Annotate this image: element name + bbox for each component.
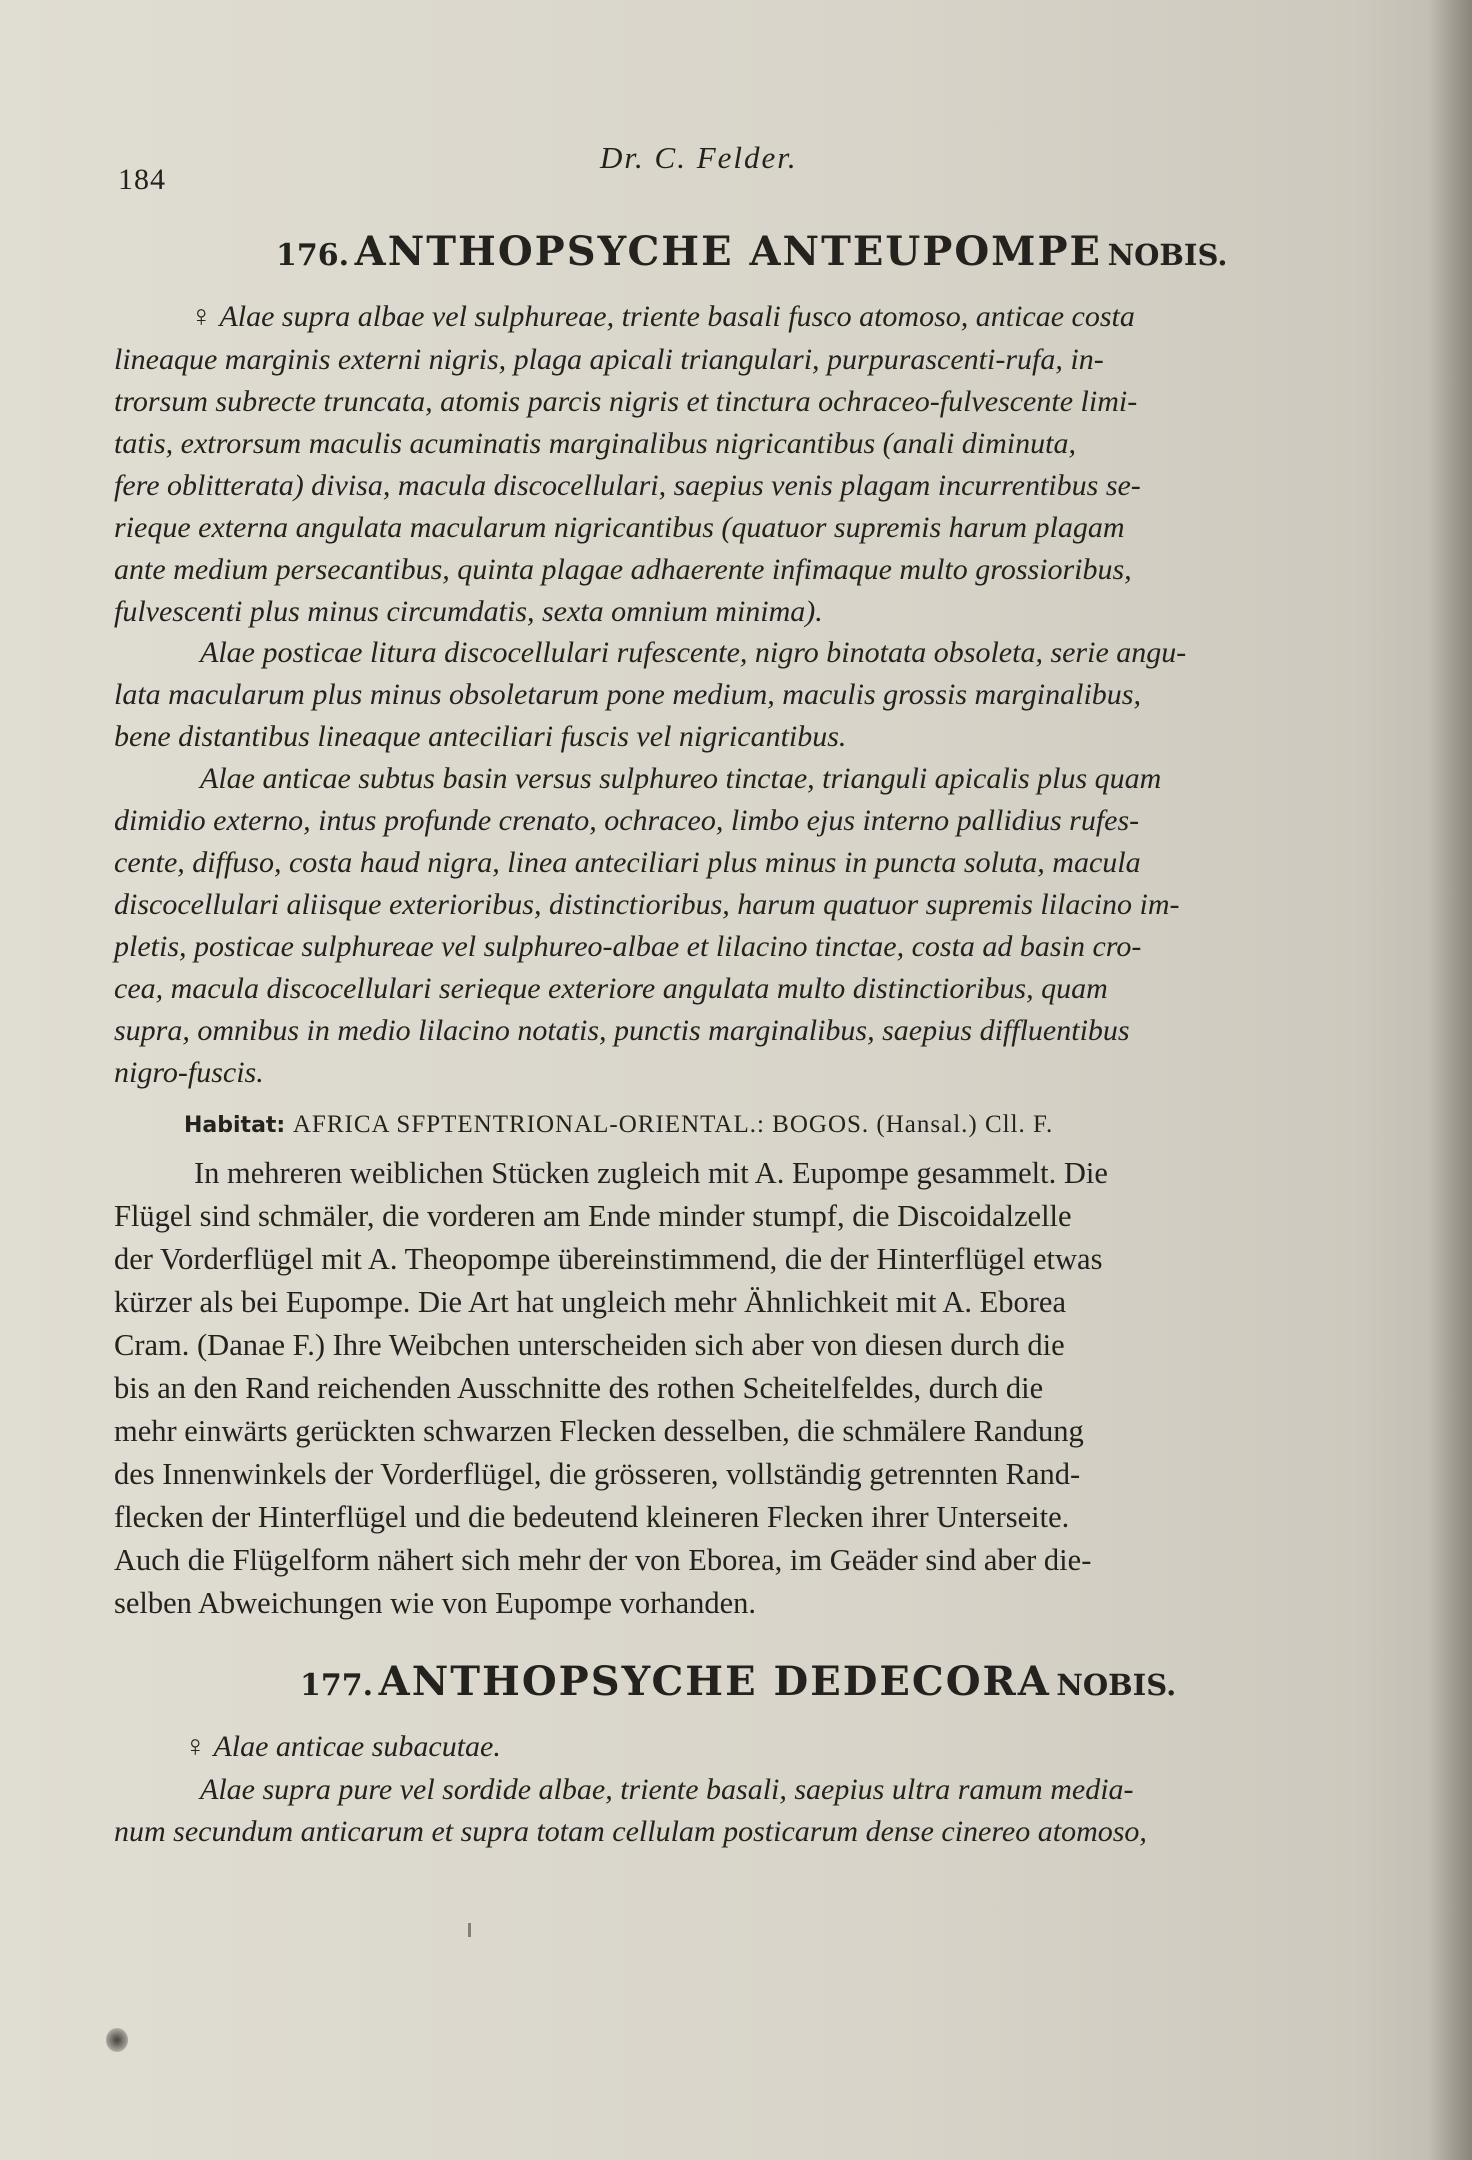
ink-mark (468, 1923, 471, 1937)
description-line: fere oblitterata) divisa, macula discocellulari, saepius venis plagam incurrentibus se- (114, 469, 1141, 502)
habitat-text: AFRICA SFPTENTRIONAL-ORIENTAL.: BOGOS. (Hansal.) Cll. F. (292, 1111, 1054, 1138)
description-line: cente, diffuso, costa haud nigra, linea anteciliari plus minus in puncta soluta, macula (114, 846, 1141, 879)
description-line: Alae posticae litura discocellulari rufescente, nigro binotata obsoleta, serie angu- (200, 636, 1187, 669)
description-line: lineaque marginis externi nigris, plaga apicali triangulari, purpurascenti-rufa, in- (114, 343, 1104, 376)
notes-line: kürzer als bei Eupompe. Die Art hat ungleich mehr Ähnlichkeit mit A. Eborea (114, 1285, 1067, 1319)
description-line: bene distantibus lineaque anteciliari fuscis vel nigricantibus. (114, 720, 847, 753)
notes-line: Auch die Flügelform nähert sich mehr der von Eborea, im Geäder sind aber die- (114, 1543, 1092, 1577)
notes-line: bis an den Rand reichenden Ausschnitte des rothen Scheitelfeldes, durch die (114, 1371, 1044, 1405)
description-line: nigro-fuscis. (114, 1056, 264, 1089)
species-name: ANTHOPSYCHE ANTEUPOMPE (354, 228, 1103, 275)
species-177-heading (300, 1658, 1176, 1705)
notes-line: Flügel sind schmäler, die vorderen am Ende minder stumpf, die Discoidalzelle (114, 1199, 1072, 1233)
description-line: tatis, extrorsum maculis acuminatis marginalibus nigricantibus (anali diminuta, (114, 427, 1076, 460)
description-line: ante medium persecantibus, quinta plagae adhaerente infimaque multo grossioribus, (114, 553, 1132, 586)
notes-line: In mehreren weiblichen Stücken zugleich mit A. Eupompe gesammelt. Die (194, 1156, 1108, 1190)
species-number: 176. (276, 238, 350, 273)
description-line: dimidio externo, intus profunde crenato, ochraceo, limbo ejus interno pallidius rufes- (114, 804, 1140, 837)
notes-line: flecken der Hinterflügel und die bedeutend kleineren Flecken ihrer Unterseite. (114, 1500, 1070, 1534)
ink-smudge (106, 2028, 128, 2052)
description-line: fulvescenti plus minus circumdatis, sexta omnium minima). (114, 595, 823, 628)
running-head: Dr. C. Felder. (600, 140, 798, 175)
description-line: trorsum subrecte truncata, atomis parcis nigris et tinctura ochraceo-fulvescente limi- (114, 385, 1138, 418)
description-line: num secundum anticarum et supra totam cellulam posticarum dense cinereo atomoso, (114, 1815, 1147, 1848)
species-176-heading (276, 228, 1227, 275)
description-line: pletis, posticae sulphureae vel sulphureo-albae et lilacino tinctae, costa ad basin cro- (114, 930, 1142, 963)
species-authority: NOBIS. (1056, 1668, 1177, 1702)
species-number: 177. (300, 1668, 374, 1703)
description-line: ♀ Alae supra albae vel sulphureae, triente basali fusco atomoso, anticae costa (190, 300, 1135, 333)
description-line: cea, macula discocellulari serieque exteriore angulata multo distinctioribus, quam (114, 972, 1108, 1005)
species-name: ANTHOPSYCHE DEDECORA (378, 1658, 1051, 1705)
species-authority: NOBIS. (1107, 238, 1228, 272)
description-line: Alae supra pure vel sordide albae, triente basali, saepius ultra ramum media- (200, 1773, 1134, 1806)
habitat-label: Habitat: (184, 1113, 286, 1138)
notes-line: Cram. (Danae F.) Ihre Weibchen unterscheiden sich aber von diesen durch die (114, 1328, 1065, 1362)
notes-line: mehr einwärts gerückten schwarzen Flecken desselben, die schmälere Randung (114, 1414, 1084, 1448)
notes-line: des Innenwinkels der Vorderflügel, die grösseren, vollständig getrennten Rand- (114, 1457, 1081, 1491)
description-line: ♀ Alae anticae subacutae. (184, 1730, 501, 1763)
description-line: Alae anticae subtus basin versus sulphureo tinctae, trianguli apicalis plus quam (200, 762, 1162, 795)
description-line: lata macularum plus minus obsoletarum pone medium, maculis grossis marginalibus, (114, 678, 1141, 711)
habitat-line (184, 1105, 1053, 1140)
notes-line: der Vorderflügel mit A. Theopompe übereinstimmend, die der Hinterflügel etwas (114, 1242, 1103, 1276)
page-edge-shadow (1428, 0, 1472, 2160)
notes-line: selben Abweichungen wie von Eupompe vorhanden. (114, 1586, 757, 1620)
description-line: supra, omnibus in medio lilacino notatis, punctis marginalibus, saepius diffluentibus (114, 1014, 1130, 1047)
description-line: rieque externa angulata macularum nigricantibus (quatuor supremis harum plagam (114, 511, 1125, 544)
description-line: discocellulari aliisque exterioribus, distinctioribus, harum quatuor supremis lilacino im- (114, 888, 1180, 921)
page-number: 184 (118, 163, 166, 196)
